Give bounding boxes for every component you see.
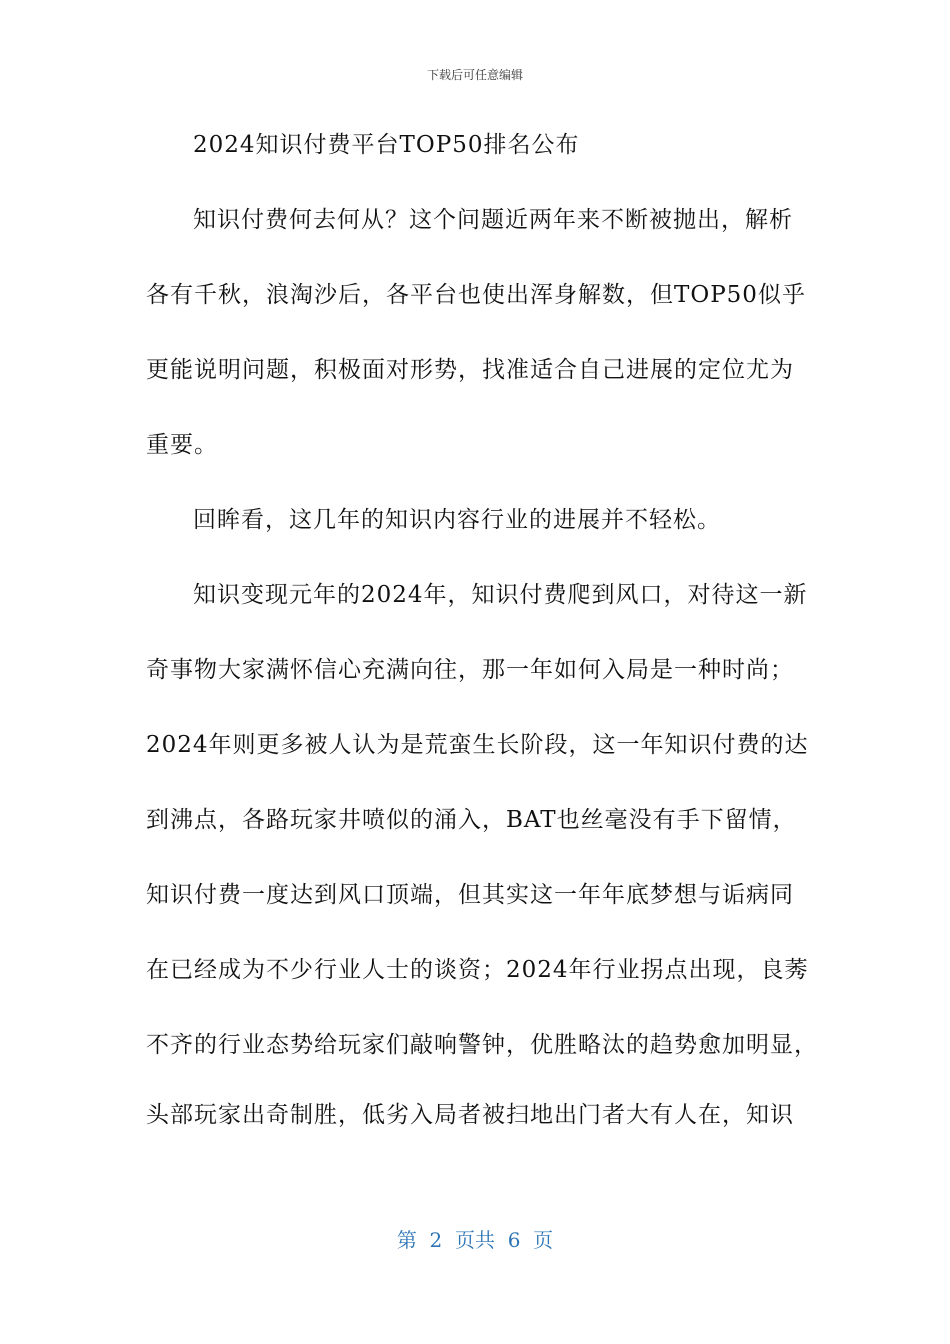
paragraph-line: 在已经成为不少行业人士的谈资；2024年行业拐点出现，良莠 <box>146 957 809 983</box>
paragraph-line: 2024年则更多被人认为是荒蛮生长阶段，这一年知识付费的达 <box>146 732 809 758</box>
document-title: 2024知识付费平台TOP50排名公布 <box>193 132 580 158</box>
page-number-footer: 第 2 页共 6 页 <box>396 1228 554 1252</box>
paragraph-line: 头部玩家出奇制胜，低劣入局者被扫地出门者大有人在，知识 <box>146 1102 794 1128</box>
paragraph-line: 到沸点，各路玩家井喷似的涌入，BAT也丝毫没有手下留情， <box>146 807 797 833</box>
paragraph-line: 知识付费何去何从？这个问题近两年来不断被抛出，解析 <box>193 207 793 233</box>
paragraph-line: 知识付费一度达到风口顶端，但其实这一年年底梦想与诟病同 <box>146 882 794 908</box>
paragraph-line: 知识变现元年的2024年，知识付费爬到风口，对待这一新 <box>193 582 808 608</box>
paragraph-line: 不齐的行业态势给玩家们敲响警钟，优胜略汰的趋势愈加明显， <box>146 1032 818 1058</box>
paragraph-line: 奇事物大家满怀信心充满向往，那一年如何入局是一种时尚； <box>146 657 794 683</box>
paragraph-line: 更能说明问题，积极面对形势，找准适合自己进展的定位尤为 <box>146 357 794 383</box>
paragraph-line: 重要。 <box>146 432 218 458</box>
page-header-note: 下载后可任意编辑 <box>426 68 523 82</box>
paragraph-line: 各有千秋，浪淘沙后，各平台也使出浑身解数，但TOP50似乎 <box>146 282 806 308</box>
paragraph-line: 回眸看，这几年的知识内容行业的进展并不轻松。 <box>193 507 721 533</box>
